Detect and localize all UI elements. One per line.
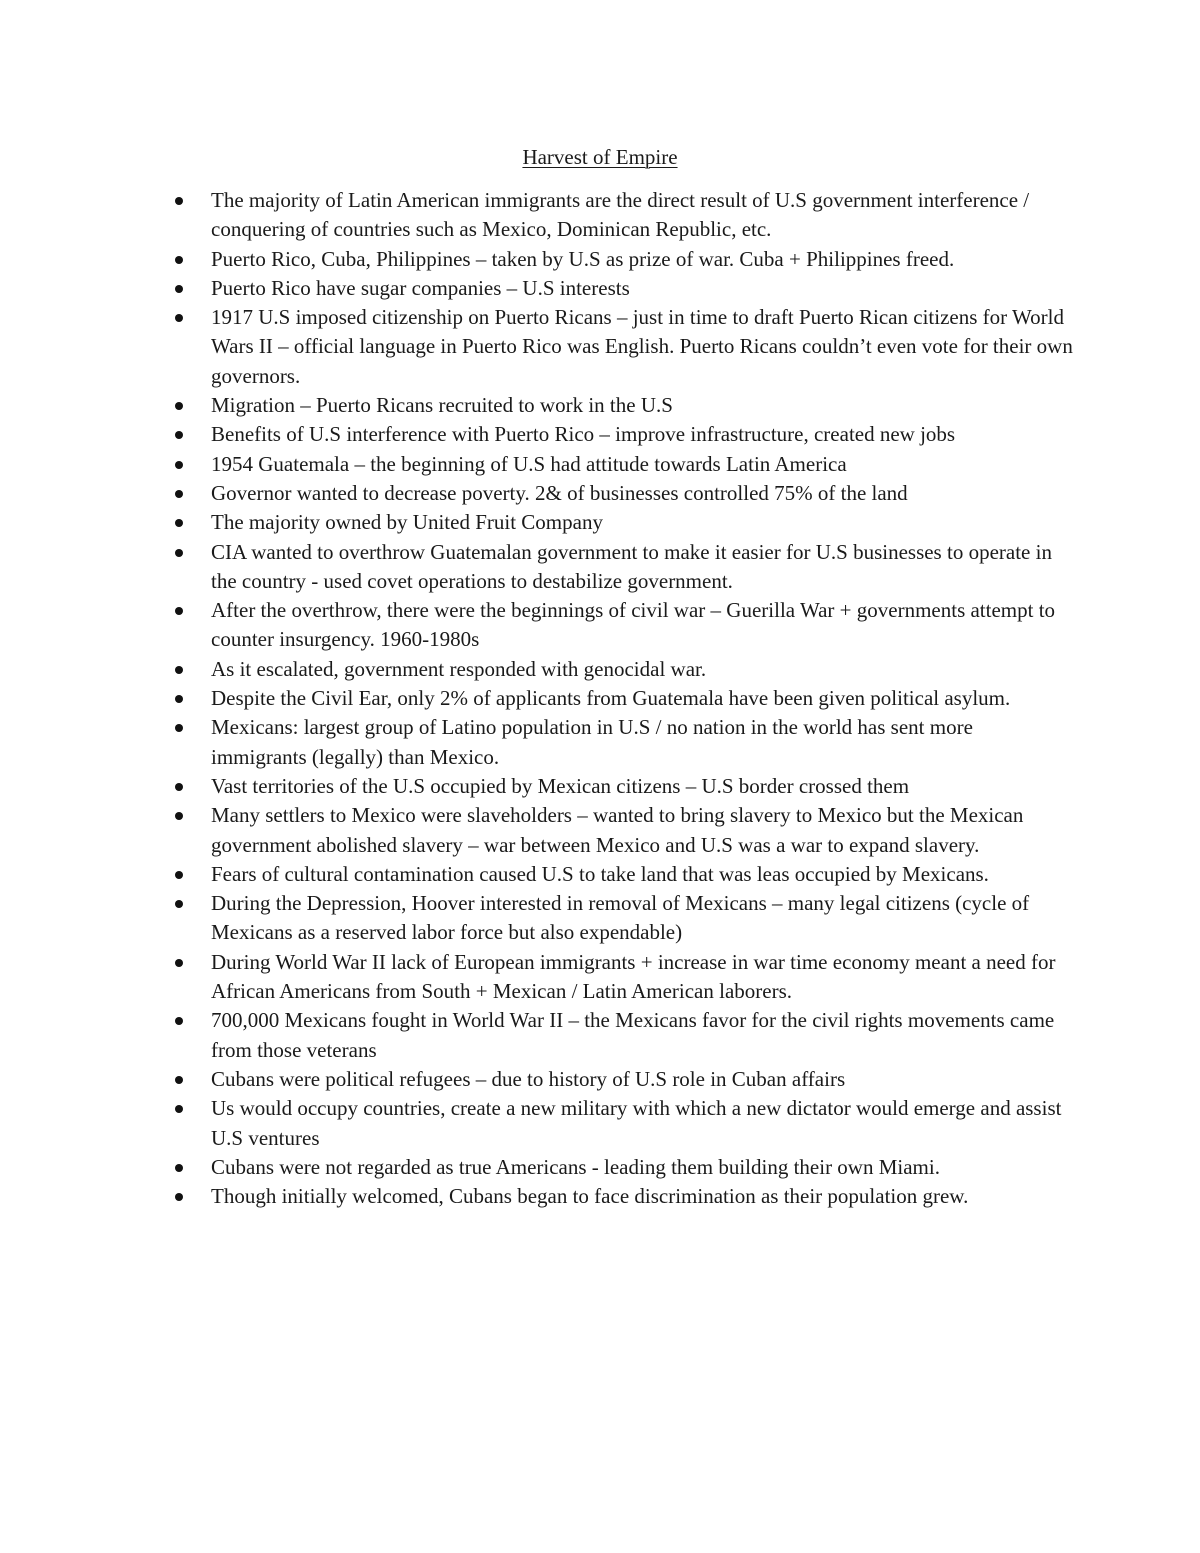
list-item	[211, 274, 1073, 303]
list-item	[211, 801, 1073, 860]
list-item-text: During World War II lack of European immigrants + increase in war time economy meant a need for African Americans from South + Mexican / Latin American laborers.	[211, 949, 1056, 1004]
list-item-text: Mexicans: largest group of Latino population in U.S / no nation in the world has sent more immigrants (legally) than Mexico.	[211, 715, 973, 769]
bullet-icon	[175, 783, 183, 791]
list-item-text: After the overthrow, there were the beginnings of civil war – Guerilla War + governments attempt to counter insurgency. 1960-1980s	[211, 598, 1056, 652]
list-item-text: Benefits of U.S interference with Puerto Rico – improve infrastructure, created new jobs	[211, 422, 956, 447]
list-item	[211, 655, 1073, 684]
list-item-text: Puerto Rico, Cuba, Philippines – taken by U.S as prize of war. Cuba + Philippines freed.	[211, 246, 955, 271]
bullet-icon	[175, 1164, 183, 1172]
list-item-text: The majority owned by United Fruit Company	[211, 510, 603, 535]
bullet-icon	[175, 197, 183, 205]
list-item-text: Fears of cultural contamination caused U.S to take land that was leas occupied by Mexicans.	[211, 861, 989, 886]
list-item	[211, 1065, 1073, 1094]
list-item	[211, 391, 1073, 420]
bullet-icon	[175, 724, 183, 732]
list-item-text: CIA wanted to overthrow Guatemalan government to make it easier for U.S businesses to operate in the country - used covet operations to destabilize government.	[211, 539, 1052, 593]
bullet-icon	[175, 256, 183, 264]
list-item-text: 1917 U.S imposed citizenship on Puerto Ricans – just in time to draft Puerto Rican citizens for World Wars II – official language in Puerto Rico was English. Puerto Ricans couldn’t even vote for their own governors.	[211, 305, 1073, 388]
bullet-icon	[175, 490, 183, 498]
bullet-icon	[175, 1193, 183, 1201]
notes-bullet-list	[211, 186, 1073, 1211]
list-item-text: Cubans were not regarded as true Americans - leading them building their own Miami.	[211, 1154, 940, 1179]
bullet-icon	[175, 871, 183, 879]
bullet-icon	[175, 549, 183, 557]
list-item	[211, 684, 1073, 713]
bullet-icon	[175, 519, 183, 527]
list-item-text: Us would occupy countries, create a new military with which a new dictator would emerge and assist U.S ventures	[211, 1096, 1062, 1150]
bullet-icon	[175, 461, 183, 469]
list-item-text: As it escalated, government responded with genocidal war.	[211, 656, 707, 681]
list-item-text: 700,000 Mexicans fought in World War II – the Mexicans favor for the civil rights movements came from those veterans	[211, 1008, 1055, 1062]
list-item-text: Cubans were political refugees – due to history of U.S role in Cuban affairs	[211, 1066, 846, 1091]
bullet-icon	[175, 431, 183, 439]
list-item	[211, 420, 1073, 449]
list-item	[211, 860, 1073, 889]
list-item	[211, 538, 1073, 597]
list-item	[211, 1153, 1073, 1182]
list-item	[211, 450, 1073, 479]
bullet-icon	[175, 959, 183, 967]
bullet-icon	[175, 695, 183, 703]
list-item	[211, 1094, 1073, 1153]
list-item-text: Many settlers to Mexico were slaveholders – wanted to bring slavery to Mexico but the Mexican government abolished slavery – war between Mexico and U.S was a war to expand slavery.	[211, 803, 1024, 857]
list-item	[211, 596, 1073, 655]
list-item	[211, 772, 1073, 801]
list-item	[211, 1182, 1073, 1211]
list-item-text: During the Depression, Hoover interested in removal of Mexicans – many legal citizens (cycle of Mexicans as a reserved labor force but also expendable)	[211, 891, 1030, 945]
bullet-icon	[175, 900, 183, 908]
list-item	[211, 245, 1073, 274]
list-item	[211, 186, 1073, 245]
list-item	[211, 479, 1073, 508]
bullet-icon	[175, 314, 183, 322]
list-item-text: Despite the Civil Ear, only 2% of applicants from Guatemala have been given political asylum.	[211, 686, 1011, 711]
list-item-text: Vast territories of the U.S occupied by Mexican citizens – U.S border crossed them	[211, 773, 910, 798]
list-item	[211, 303, 1073, 391]
bullet-icon	[175, 607, 183, 615]
bullet-icon	[175, 666, 183, 674]
list-item-text: Though initially welcomed, Cubans began to face discrimination as their population grew.	[211, 1184, 969, 1209]
bullet-icon	[175, 1105, 183, 1113]
document-title: Harvest of Empire	[522, 145, 678, 169]
list-item-text: Puerto Rico have sugar companies – U.S interests	[211, 275, 630, 300]
bullet-icon	[175, 812, 183, 820]
list-item	[211, 508, 1073, 537]
list-item-text: Governor wanted to decrease poverty. 2& of businesses controlled 75% of the land	[211, 480, 908, 505]
list-item-text: The majority of Latin American immigrants are the direct result of U.S government interference / conquering of countries such as Mexico, Dominican Republic, etc.	[211, 188, 1030, 242]
bullet-icon	[175, 1017, 183, 1025]
list-item-text: Migration – Puerto Ricans recruited to work in the U.S	[211, 393, 673, 418]
list-item	[211, 1006, 1073, 1065]
list-item-text: 1954 Guatemala – the beginning of U.S had attitude towards Latin America	[211, 451, 847, 476]
list-item	[211, 713, 1073, 772]
list-item	[211, 889, 1073, 948]
list-item	[211, 948, 1073, 1007]
bullet-icon	[175, 1076, 183, 1084]
bullet-icon	[175, 285, 183, 293]
bullet-icon	[175, 402, 183, 410]
